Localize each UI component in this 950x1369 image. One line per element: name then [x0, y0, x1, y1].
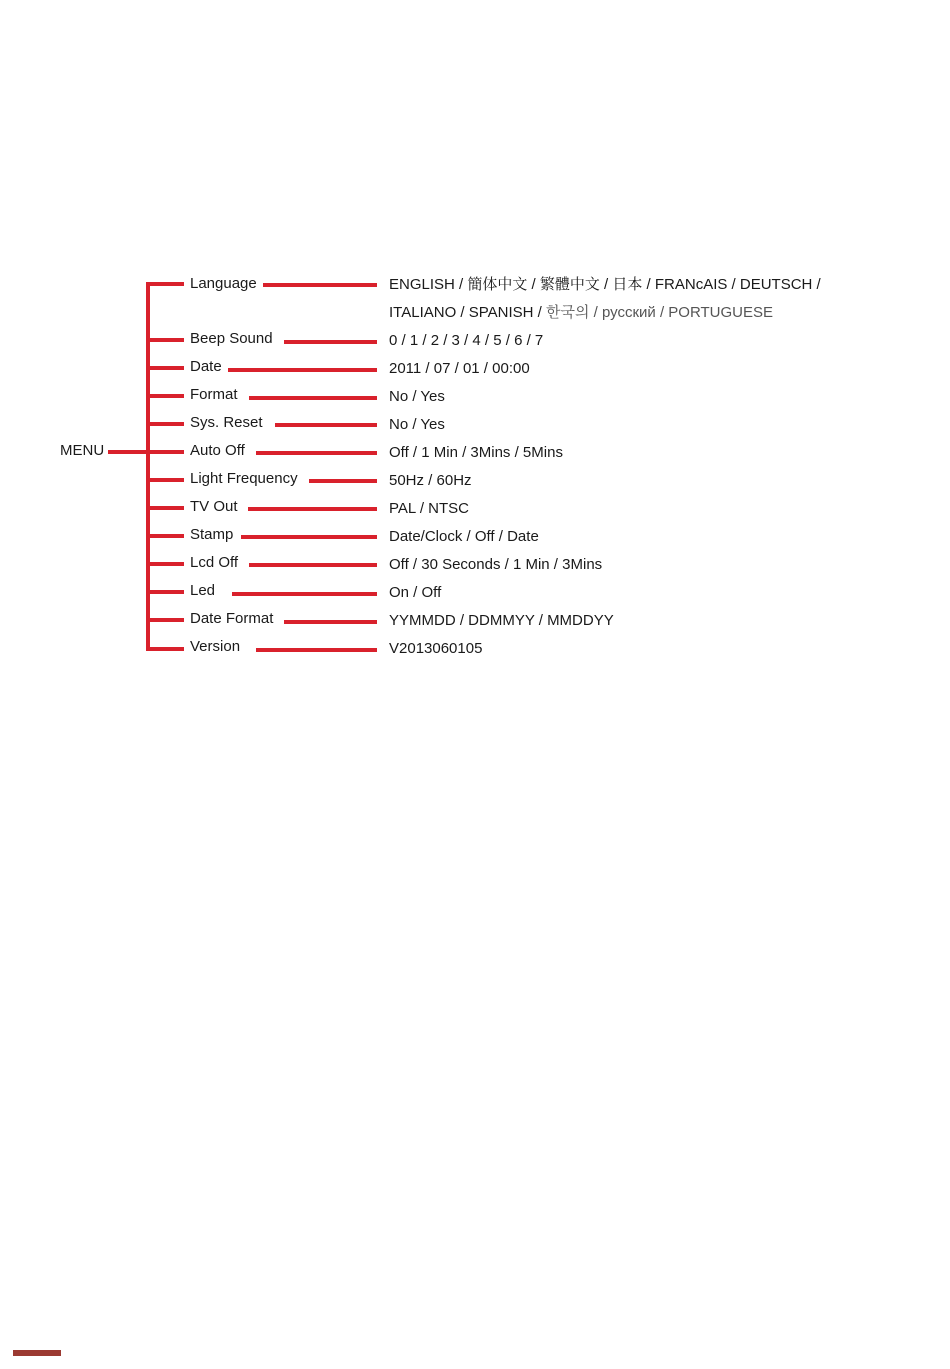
value-language-line-2-text-a: ITALIANO / SPANISH /	[389, 304, 546, 321]
branch-line-stamp	[146, 534, 184, 538]
menu-item-format: Format	[190, 386, 238, 403]
menu-item-language: Language	[190, 275, 257, 292]
value-light-frequency: 50Hz / 60Hz	[389, 472, 472, 489]
value-date-format: YYMMDD / DDMMYY / MMDDYY	[389, 612, 614, 629]
branch-line-beep-sound	[146, 338, 184, 342]
value-line-stamp	[241, 535, 377, 539]
value-format: No / Yes	[389, 388, 445, 405]
value-line-auto-off	[256, 451, 377, 455]
menu-item-date: Date	[190, 358, 222, 375]
branch-line-led	[146, 590, 184, 594]
menu-item-beep-sound: Beep Sound	[190, 330, 273, 347]
menu-item-tv-out: TV Out	[190, 498, 238, 515]
value-line-version	[256, 648, 377, 652]
value-beep-sound: 0 / 1 / 2 / 3 / 4 / 5 / 6 / 7	[389, 332, 544, 349]
menu-item-light-frequency: Light Frequency	[190, 470, 298, 487]
branch-line-format	[146, 394, 184, 398]
value-line-language	[263, 283, 377, 287]
branch-line-sys-reset	[146, 422, 184, 426]
value-line-tv-out	[248, 507, 377, 511]
value-line-date-format	[284, 620, 377, 624]
value-line-lcd-off	[249, 563, 377, 567]
value-auto-off: Off / 1 Min / 3Mins / 5Mins	[389, 444, 563, 461]
value-tv-out: PAL / NTSC	[389, 500, 470, 517]
value-line-light-frequency	[309, 479, 377, 483]
value-language-line-2	[389, 304, 773, 322]
value-line-beep-sound	[284, 340, 377, 344]
value-date: 2011 / 07 / 01 / 00:00	[389, 360, 530, 377]
menu-item-sys-reset: Sys. Reset	[190, 414, 263, 431]
menu-root-label: MENU	[60, 442, 105, 459]
root-connector-line	[108, 450, 149, 454]
menu-item-stamp: Stamp	[190, 526, 234, 543]
value-language-line-2-text-b: 한국의 / русский / PORTUGUESE	[545, 304, 774, 321]
branch-line-date	[146, 366, 184, 370]
branch-line-auto-off	[146, 450, 184, 454]
branch-line-language	[146, 282, 184, 286]
branch-line-lcd-off	[146, 562, 184, 566]
branch-line-light-frequency	[146, 478, 184, 482]
value-stamp: Date/Clock / Off / Date	[389, 528, 539, 545]
menu-item-version: Version	[190, 638, 241, 655]
menu-item-date-format: Date Format	[190, 610, 274, 627]
value-line-led	[232, 592, 377, 596]
value-language-line-1	[389, 276, 821, 294]
value-language-line-1-text: ENGLISH / 簡体中文 / 繁體中文 / 日本 / FRANcAIS / DEUTSCH /	[389, 276, 821, 293]
footer-accent-bar	[13, 1350, 61, 1356]
value-lcd-off: Off / 30 Seconds / 1 Min / 3Mins	[389, 556, 603, 573]
branch-line-version	[146, 647, 184, 651]
value-sys-reset: No / Yes	[389, 416, 445, 433]
value-led: On / Off	[389, 584, 442, 601]
menu-item-led: Led	[190, 582, 216, 599]
menu-item-auto-off: Auto Off	[190, 442, 245, 459]
branch-line-date-format	[146, 618, 184, 622]
value-line-format	[249, 396, 377, 400]
value-version: V2013060105	[389, 640, 483, 657]
branch-line-tv-out	[146, 506, 184, 510]
value-line-sys-reset	[275, 423, 377, 427]
menu-item-lcd-off: Lcd Off	[190, 554, 239, 571]
value-line-date	[228, 368, 377, 372]
